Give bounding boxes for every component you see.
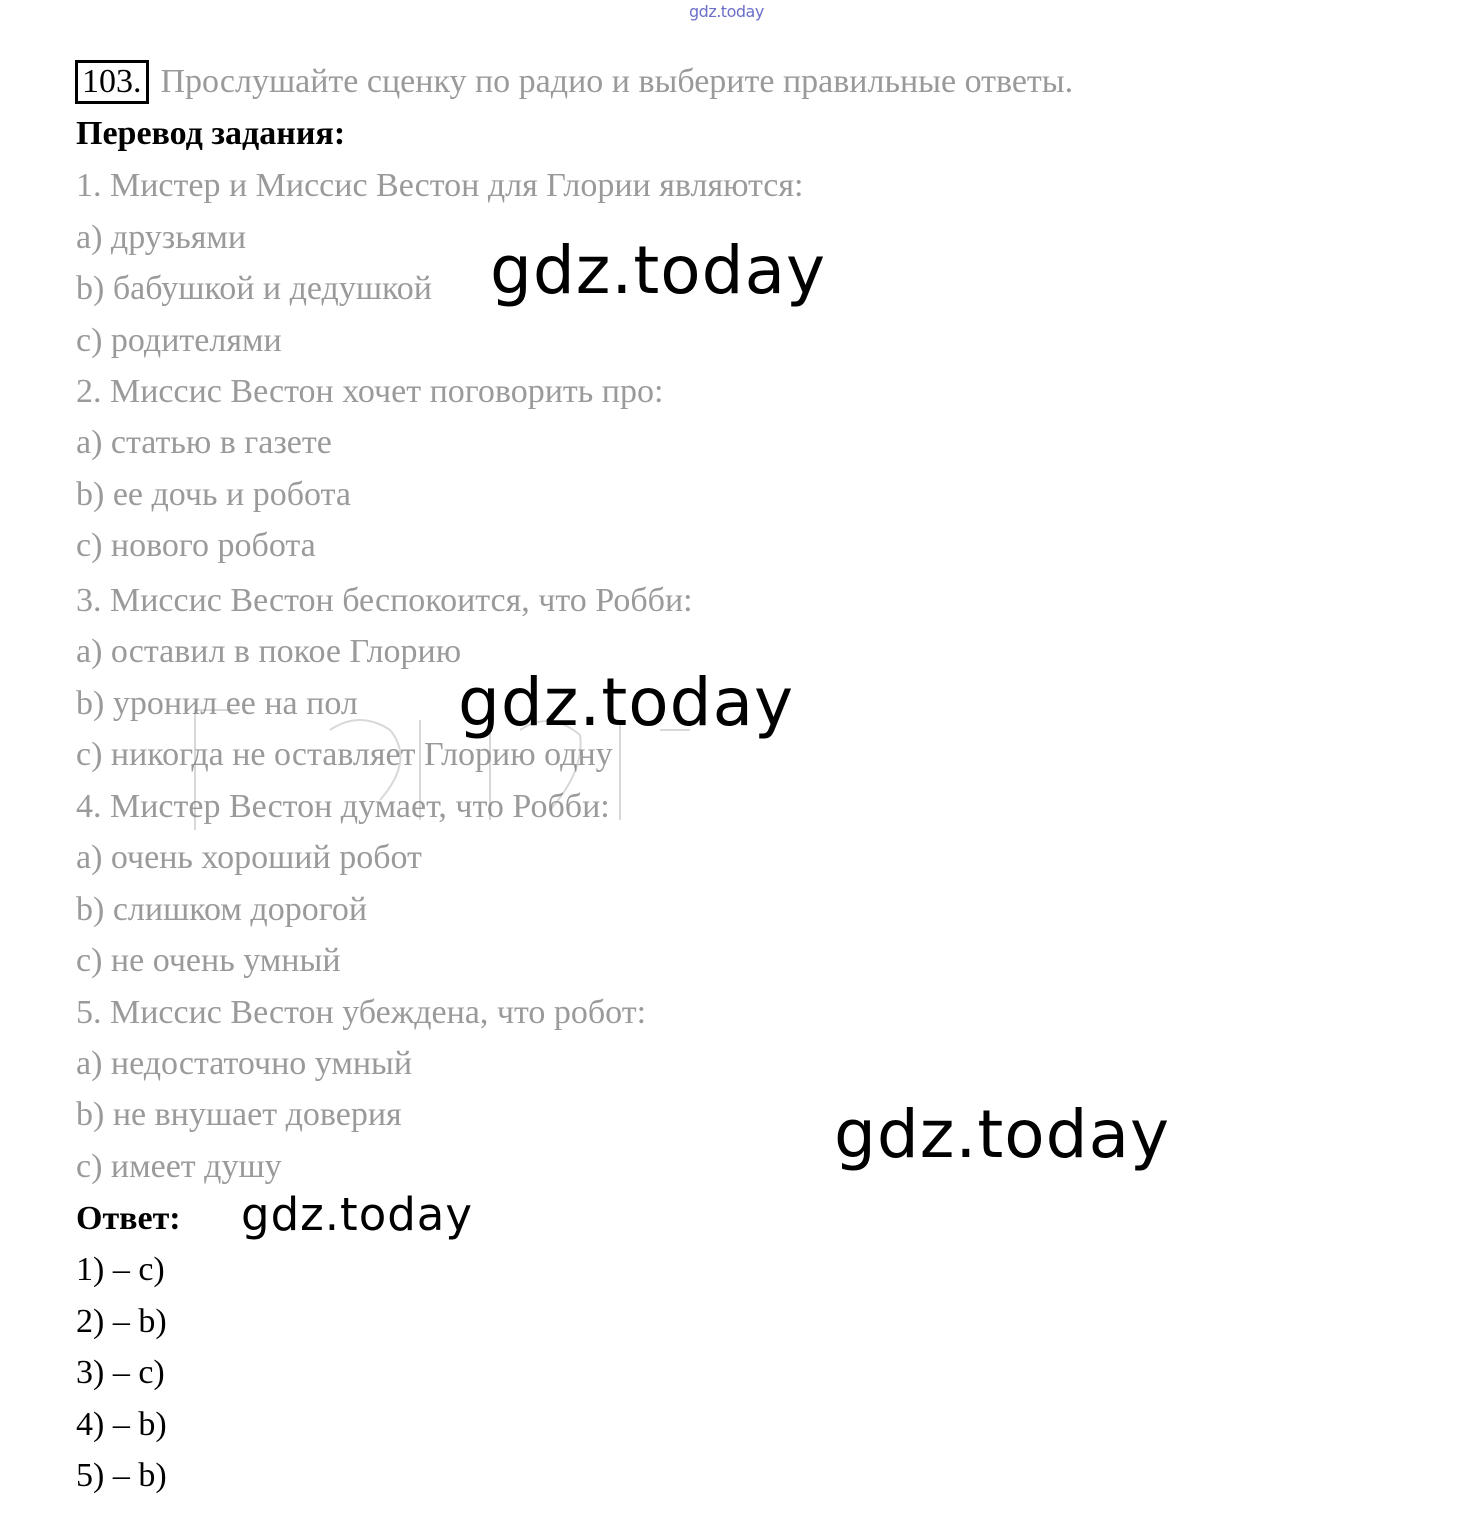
- question-option: a) статью в газете: [76, 424, 332, 461]
- answer-line: 4) – b): [76, 1406, 167, 1443]
- answer-heading: Ответ:: [76, 1200, 181, 1237]
- question-option: a) оставил в покое Глорию: [76, 633, 462, 670]
- task-header: [75, 60, 1073, 104]
- top-watermark: gdz.today: [689, 2, 764, 21]
- watermark: gdz.today: [834, 1096, 1171, 1173]
- question-text: 3. Миссис Вестон беспокоится, что Робби:: [76, 582, 693, 619]
- question-option: a) друзьями: [76, 219, 247, 256]
- translation-heading: Перевод задания:: [76, 115, 346, 152]
- answer-line: 5) – b): [76, 1457, 167, 1494]
- answer-line: 1) – c): [76, 1251, 165, 1288]
- question-text: 1. Мистер и Миссис Вестон для Глории являются:: [76, 167, 804, 204]
- question-option: b) бабушкой и дедушкой: [76, 270, 432, 307]
- question-text: 2. Миссис Вестон хочет поговорить про:: [76, 373, 664, 410]
- task-title: Прослушайте сценку по радио и выберите правильные ответы.: [160, 63, 1074, 100]
- question-option: c) никогда не оставляет Глорию одну: [76, 736, 613, 773]
- question-text: 4. Мистер Вестон думает, что Робби:: [76, 788, 610, 825]
- task-number: 103.: [75, 60, 149, 104]
- question-option: b) уронил ее на пол: [76, 685, 358, 722]
- question-option: b) слишком дорогой: [76, 891, 368, 928]
- question-option: c) родителями: [76, 322, 282, 359]
- answer-line: 3) – c): [76, 1354, 165, 1391]
- question-option: c) имеет душу: [76, 1148, 282, 1185]
- answer-line: 2) – b): [76, 1303, 167, 1340]
- question-option: a) недостаточно умный: [76, 1045, 413, 1082]
- watermark: gdz.today: [490, 232, 827, 309]
- question-option: a) очень хороший робот: [76, 839, 422, 876]
- question-option: b) не внушает доверия: [76, 1096, 402, 1133]
- watermark: gdz.today: [241, 1188, 474, 1241]
- question-option: b) ее дочь и робота: [76, 476, 351, 513]
- question-option: c) не очень умный: [76, 942, 341, 979]
- question-option: c) нового робота: [76, 527, 316, 564]
- question-text: 5. Миссис Вестон убеждена, что робот:: [76, 994, 647, 1031]
- watermark: gdz.today: [458, 664, 795, 741]
